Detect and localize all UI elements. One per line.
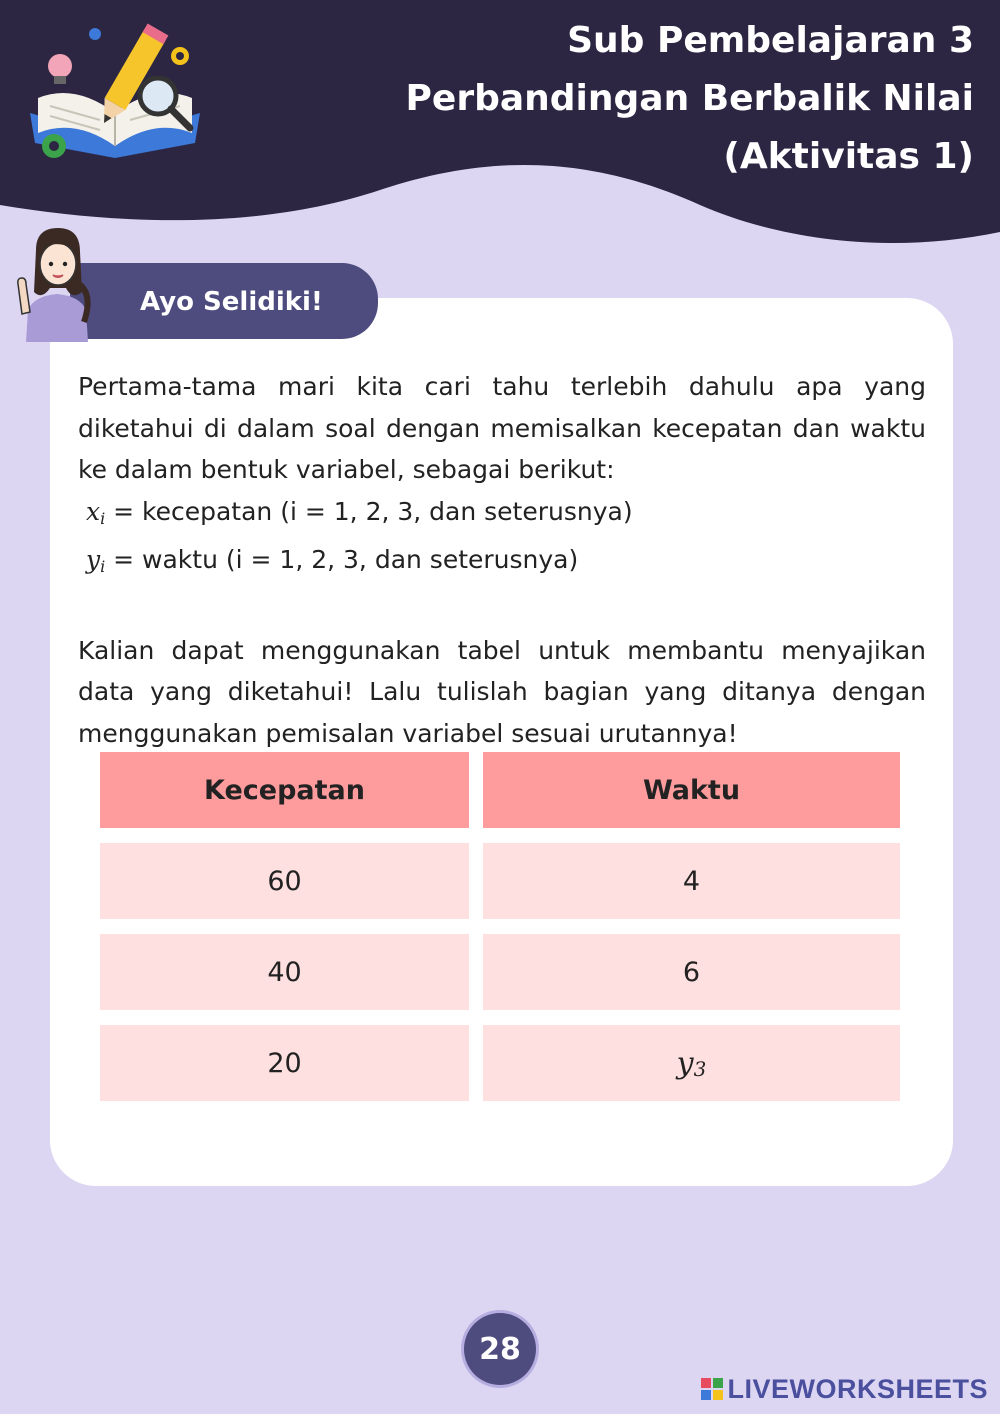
page-number-badge: 28	[464, 1313, 536, 1385]
var-x-symbol: $x_i$	[85, 496, 106, 528]
var-y-text: = waktu (i = 1, 2, 3, dan seterusnya)	[105, 545, 579, 574]
header-kecepatan: Kecepatan	[100, 752, 469, 828]
cell-kecepatan: 40	[100, 934, 469, 1010]
title-line-3: (Aktivitas 1)	[723, 136, 974, 177]
data-table	[100, 752, 900, 1116]
cell-waktu: 6	[483, 934, 900, 1010]
girl-character-icon	[14, 222, 100, 342]
table-header-row	[100, 752, 900, 828]
title-line-2: Perbandingan Berbalik Nilai	[405, 78, 974, 119]
cell-waktu-unknown[interactable]: $y_3$	[483, 1025, 900, 1101]
cell-kecepatan: 60	[100, 843, 469, 919]
title-line-1: Sub Pembelajaran 3	[567, 20, 974, 61]
instruction-text	[78, 366, 926, 754]
variable-y-definition	[78, 539, 926, 588]
brand-text: LIVEWORKSHEETS	[727, 1373, 988, 1404]
header-waktu: Waktu	[483, 752, 900, 828]
table-row	[100, 934, 900, 1010]
liveworksheets-logo-icon	[701, 1378, 723, 1400]
page-title	[274, 12, 974, 186]
cell-waktu: 4	[483, 843, 900, 919]
table-row	[100, 843, 900, 919]
table-row	[100, 1025, 900, 1101]
paragraph-intro: Pertama-tama mari kita cari tahu terlebih dahulu apa yang diketahui di dalam soal dengan memisalkan kecepatan dan waktu ke dalam bentuk variabel, sebagai berikut:	[78, 372, 926, 484]
books-pencil-logo-icon	[20, 18, 210, 168]
paragraph-table-instruction: Kalian dapat menggunakan tabel untuk membantu menyajikan data yang diketahui! Lalu tulislah bagian yang ditanya dengan menggunakan pemisalan variabel sesuai urutannya!	[78, 635, 926, 748]
var-x-text: = kecepatan (i = 1, 2, 3, dan seterusnya)	[105, 496, 633, 526]
cell-kecepatan: 20	[100, 1025, 469, 1101]
var-y-symbol: $y_i$	[85, 545, 106, 576]
liveworksheets-brand	[701, 1374, 988, 1404]
variable-x-definition	[78, 491, 926, 540]
section-label: Ayo Selidiki!	[140, 287, 323, 317]
